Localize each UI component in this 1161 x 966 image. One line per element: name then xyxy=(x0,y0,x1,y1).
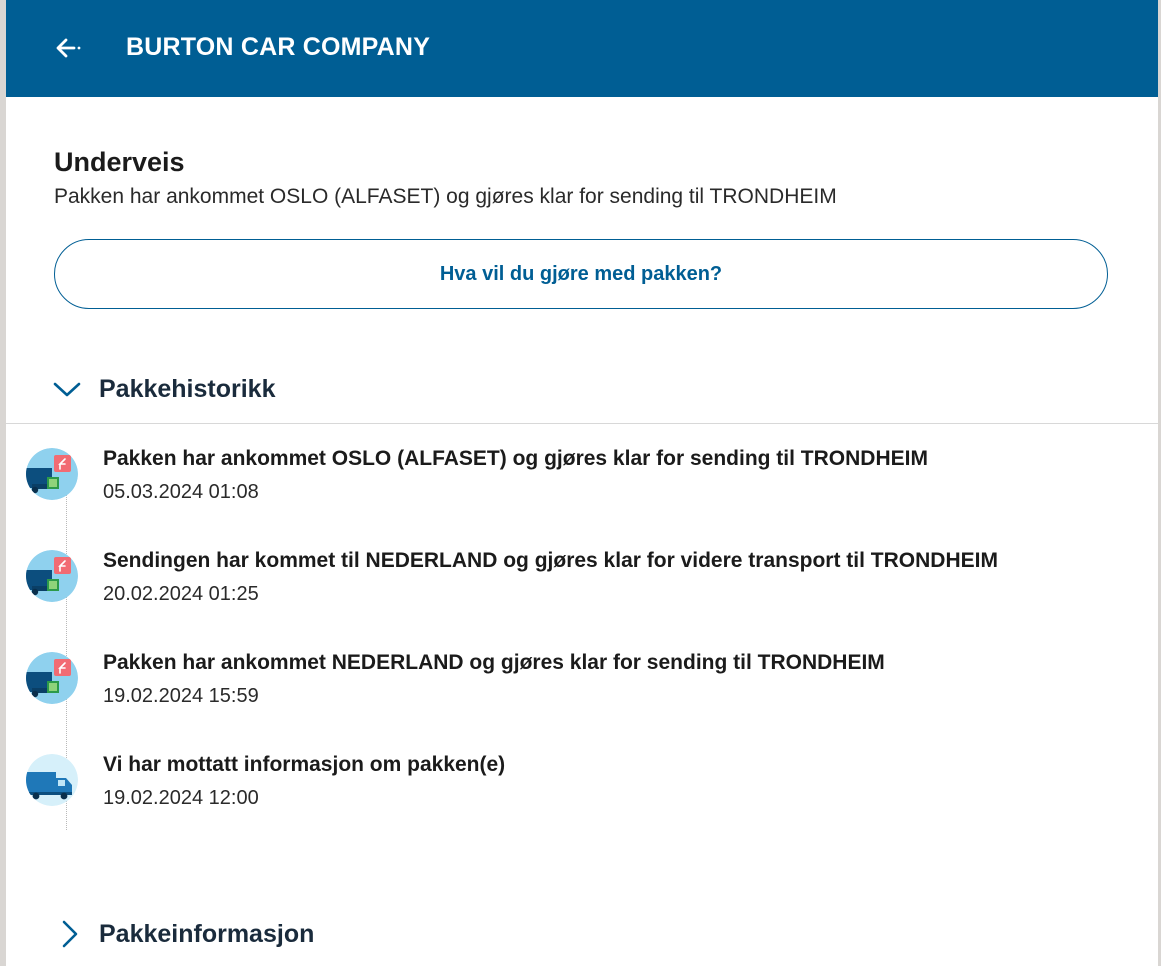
status-description: Pakken har ankommet OSLO (ALFASET) og gjøres klar for sending til TRONDHEIM xyxy=(54,185,837,208)
event-title: Vi har mottatt informasjon om pakken(e) xyxy=(103,753,506,776)
section-divider xyxy=(6,423,1158,424)
status-title: Underveis xyxy=(54,147,185,177)
event-time: 19.02.2024 15:59 xyxy=(103,685,259,707)
truck-package-return-icon xyxy=(26,652,78,704)
history-toggle[interactable] xyxy=(50,372,276,406)
history-label: Pakkehistorikk xyxy=(99,375,276,403)
arrow-left-icon xyxy=(54,36,82,65)
app-frame xyxy=(6,0,1158,966)
chevron-down-icon xyxy=(50,372,84,406)
event-title: Sendingen har kommet til NEDERLAND og gjøres klar for videre transport til TRONDHEIM xyxy=(103,549,998,572)
package-actions-button[interactable]: Hva vil du gjøre med pakken? xyxy=(54,239,1108,309)
chevron-right-icon xyxy=(50,917,84,951)
delivery-truck-icon xyxy=(26,754,78,806)
history-event xyxy=(6,652,1158,732)
package-info-label: Pakkeinformasjon xyxy=(99,920,315,948)
event-time: 05.03.2024 01:08 xyxy=(103,481,259,503)
event-time: 19.02.2024 12:00 xyxy=(103,787,259,809)
history-event xyxy=(6,754,1158,834)
app-header xyxy=(6,0,1158,97)
header-title: BURTON CAR COMPANY xyxy=(126,33,431,61)
event-time: 20.02.2024 01:25 xyxy=(103,583,259,605)
history-event xyxy=(6,550,1158,630)
truck-package-return-icon xyxy=(26,448,78,500)
event-title: Pakken har ankommet NEDERLAND og gjøres klar for sending til TRONDHEIM xyxy=(103,651,885,674)
package-info-toggle[interactable] xyxy=(50,917,314,951)
truck-package-return-icon xyxy=(26,550,78,602)
event-title: Pakken har ankommet OSLO (ALFASET) og gjøres klar for sending til TRONDHEIM xyxy=(103,447,928,470)
back-button[interactable] xyxy=(48,30,88,70)
history-event xyxy=(6,448,1158,528)
